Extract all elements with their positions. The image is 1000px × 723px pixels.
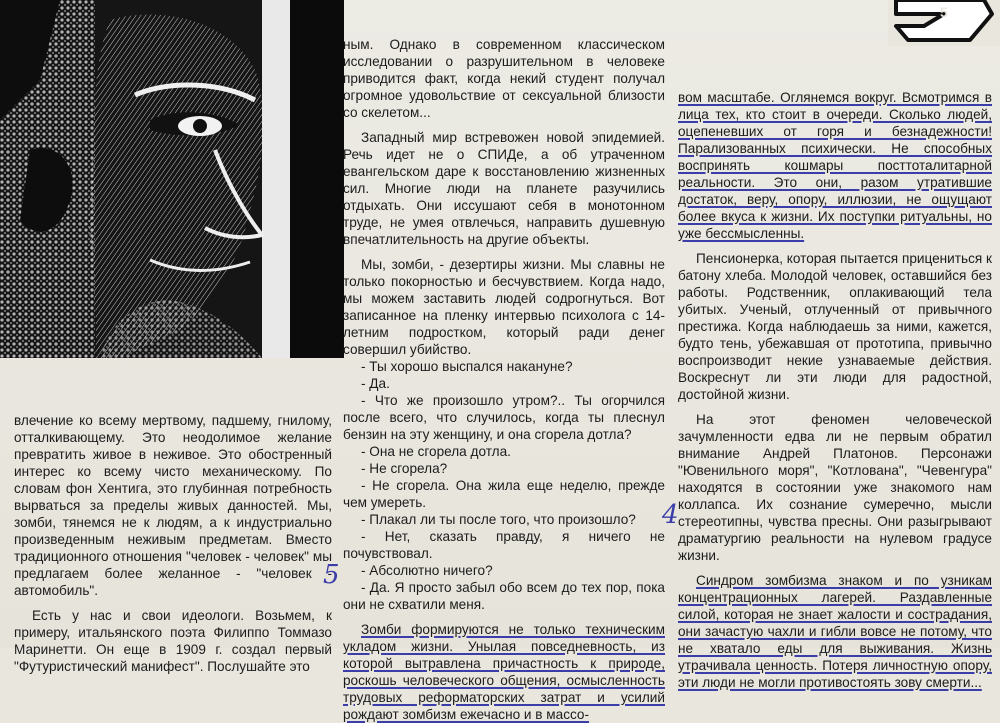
dialogue-line: - Она не сгорела дотла. [361,444,511,459]
paragraph: ным. Однако в современном классическом исследовании о разрушительном в человеке приводится факт, когда некий студент получал огромное удовольствие от сексуальной близости со скелетом... [343,37,665,120]
text-column-3 [678,89,992,691]
page-number: 5 [940,4,948,20]
handwritten-note: 4 [662,500,679,530]
paragraph: Синдром зомбизма знаком и по узникам концентрационных лагерей. Раздавленные силой, которая не знает жалости и сострадания, они зачастую чахли и гибли вовсе не потому, что не хватало еды для выживания. Жизнь утрачивала ценность. Потеря личностную опору, эти люди не могли противостоять зову смерти... [678,573,992,690]
etched-face-illustration [0,0,344,358]
paragraph: Зомби формируются не только техническим укладом жизни. Унылая повседневность, из которой вытравлена причастность к природе, роскошь человеческого общения, осмысленность трудовых реформаторских затрат и усилий рождают зомбизм ежечасно и в массо- [343,622,665,722]
paragraph: Мы, зомби, - дезертиры жизни. Мы славны не только покорностью и бесчувствием. Когда надо, мы можем заставить людей содрогнуться. Вот записанное на пленку интервью психолога с 14-летним подростком, который ради денег совершил убийство. [343,257,665,357]
dialogue-line: - Не сгорела? [361,461,448,476]
paragraph: влечение ко всему мертвому, падшему, гнилому, отталкивающему. Это неодолимое желание превратить живое в неживое. Это обостренный интерес ко всему чисто механическому. По словам фон Хентига, это глубинная потребность вырваться за пределы живых данностей. Мы, зомби, тянемся не к людям, а к индустриально произведенным неживым предметам. Вместо традиционного отношения "человек - человек" мы предлагаем более желанное - "человек - автомобиль". [14,413,332,598]
dialogue-line: - Нет, сказать правду, я ничего не почувствовал. [343,529,665,561]
etched-face-portrait-icon [0,0,344,358]
paragraph: Пенсионерка, которая пытается прицениться к батону хлеба. Молодой человек, оставшийся без работы. Родственник, оплакивающий тела убитых. Ученый, отлученный от привычного престижа. Когда наблюдаешь за ними, кажется, будто тень, убежавшая от прототипа, привычно воспроизводит некие узнаваемые действия. Воскреснут ли эти люди для радостной, достойной жизни. [678,251,992,402]
paragraph: вом масштабе. Оглянемся вокруг. Всмотримся в лица тех, кто стоит в очереди. Сколько людей, оцепеневших от горя и безнадежности! Парализованных психически. Не способных воспринять кошмары посттоталитарной реальности. Это они, разом утратившие достаток, веру, опору, иллюзии, не ощущают более вкуса к жизни. Их поступки ритуальны, но уже бессмысленны. [678,90,992,241]
dialogue-line: - Ты хорошо выспался накануне? [361,359,573,374]
text-column-2 [343,36,665,723]
dialogue-line: - Да. [361,376,390,391]
dialogue-line: - Плакал ли ты после того, что произошло? [361,512,636,527]
dialogue-line: - Абсолютно ничего? [361,563,493,578]
dialogue-line: - Что же произошло утром?.. Ты огорчился после всего, что случилось, когда ты плеснул бензин на эту женщину, и она сгорела дотла? [343,393,665,442]
paragraph: Есть у нас и свои идеологи. Возьмем, к примеру, итальянского поэта Филиппо Томмазо Маринетти. Он еще в 1909 г. создал первый "Футуристический манифест". Послушайте это [14,608,332,674]
dialogue-line: - Не сгорела. Она жила еще неделю, прежде чем умереть. [343,478,665,510]
paragraph: Западный мир встревожен новой эпидемией. Речь идет не о СПИДе, а об утраченном евангельском даре к восстановлению жизненных сил. Многие люди на планете разучились отдыхать. Они иссушают себя в монотонном труде, не умея отвлечься, направить душевную впечатлительность на другие объекты. [343,130,665,247]
page-number-badge [888,0,1000,46]
handwritten-note: 5 [323,560,340,590]
dialogue-line: - Да. Я просто забыл обо всем до тех пор, пока они не схватили меня. [343,580,665,612]
paragraph: На этот феномен человеческой зачумленности едва ли не первым обратил внимание Андрей Платонов. Персонажи "Ювенильного моря", "Котлована", "Чевенгура" находятся в состоянии уже знакомого нам коллапса. Их сознание сумеречно, мысли стереотипны, чувства пресны. Они разыгрывают драматургию реальности на нулевом градусе жизни. [678,412,992,563]
text-column-1 [14,412,332,675]
